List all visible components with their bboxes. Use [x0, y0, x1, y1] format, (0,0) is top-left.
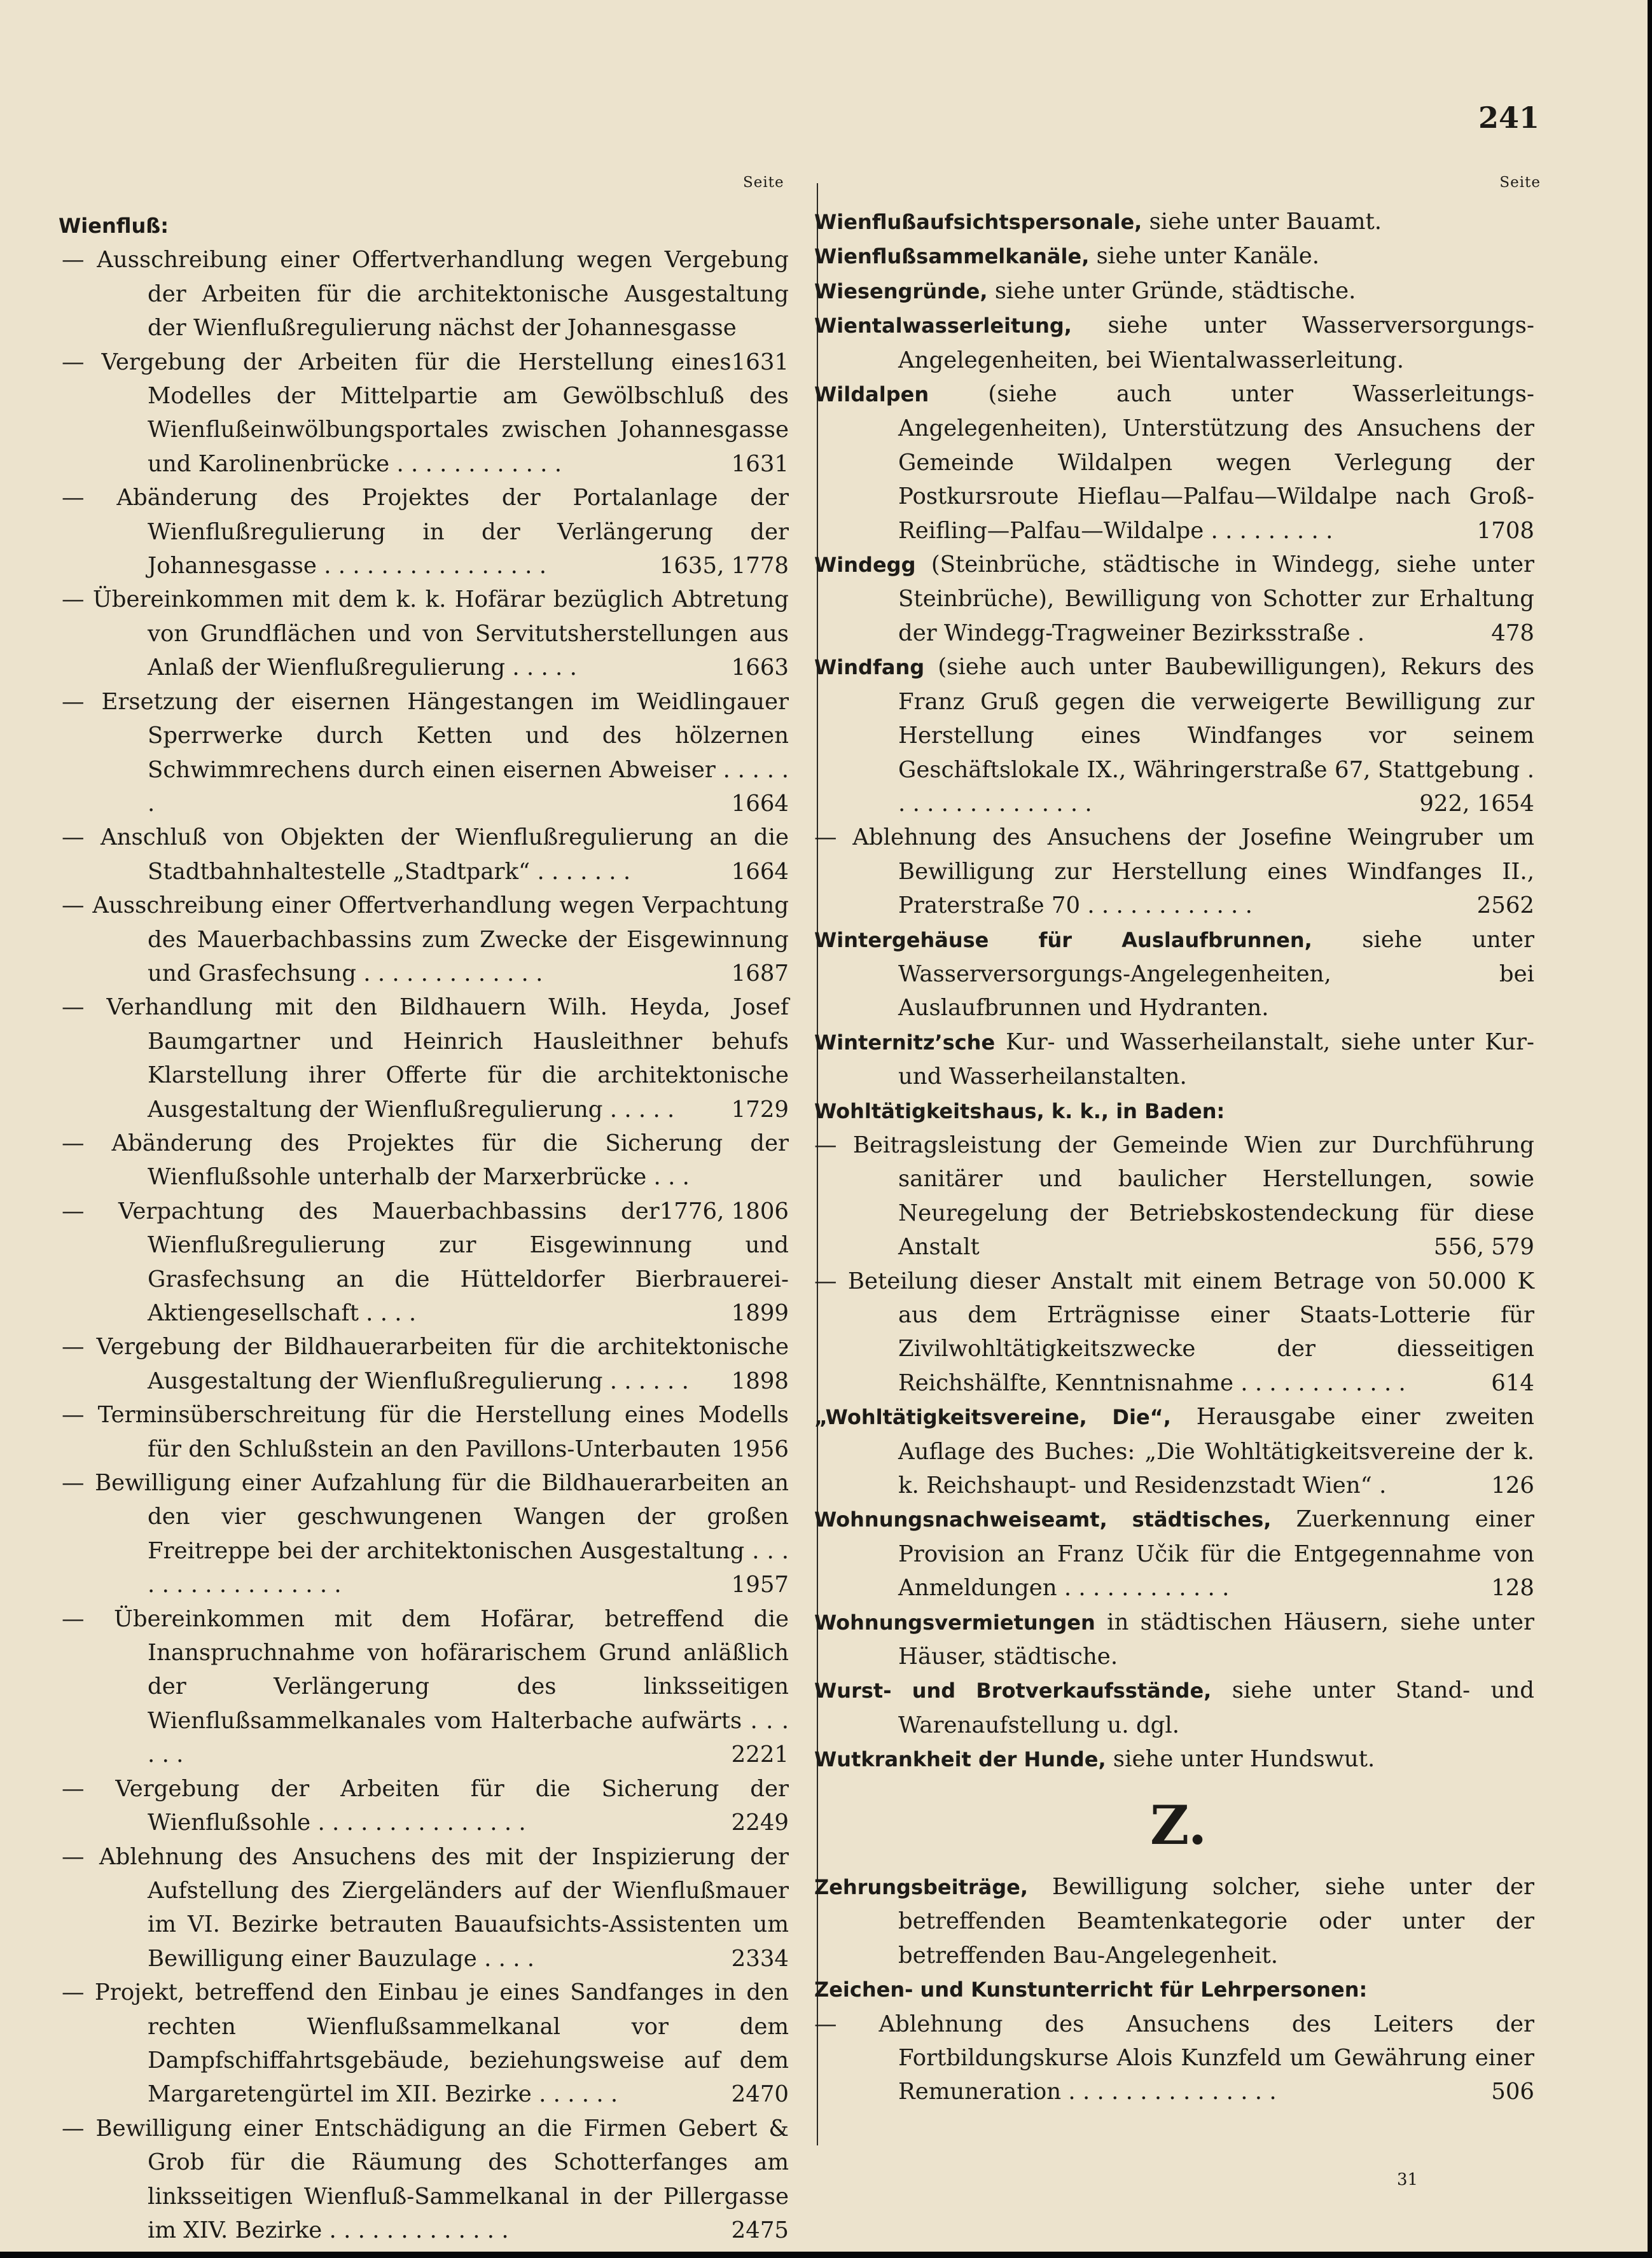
- page-reference: 556, 579: [1433, 1234, 1534, 1261]
- index-entry: — Ersetzung der eisernen Hängestangen im Weidlingauer Sperrwerke durch Ketten und des hölzernen Schwimmrechens durch einen eisernen Abweiser . . . . . . 1664: [59, 685, 789, 821]
- page-reference: 506: [1491, 2079, 1534, 2105]
- entry-headword: Wutkrankheit der Hunde,: [814, 1747, 1106, 1772]
- index-entry: — Verpachtung des Mauerbachbassins der Wienflußregulierung zur Eisgewinnung und Grasfechsung an die Hütteldorfer Bierbrauerei-Aktiengesellschaft . . . . 1899: [59, 1195, 789, 1331]
- page-reference: 1664: [731, 790, 789, 817]
- index-entry: — Beitragsleistung der Gemeinde Wien zur Durchführung sanitärer und baulicher Herstellungen, sowie Neuregelung der Betriebskostendeckung für diese Anstalt 556, 579: [814, 1128, 1534, 1264]
- entry-headword: Zeichen- und Kunstunterricht für Lehrpersonen:: [814, 1977, 1368, 2002]
- index-entry: — Terminsüberschreitung für die Herstellung eines Modells für den Schlußstein an den Pavillons-Unterbauten 1956: [59, 1398, 789, 1466]
- index-entry: — Übereinkommen mit dem Hofärar, betreffend die Inanspruchnahme von hofärarischem Grund anläßlich der Verlängerung des linksseitigen Wienflußsammelkanales vom Halterbache aufwärts . . . . . . 2221: [59, 1602, 789, 1772]
- page-reference: 128: [1491, 1575, 1534, 1602]
- index-entry: Zehrungsbeiträge, Bewilligung solcher, siehe unter der betreffenden Beamtenkategorie oder unter der betreffenden Bau-Angelegenheit.: [814, 1874, 1534, 1969]
- index-entry: — Verhandlung mit den Bildhauern Wilh. Heyda, Josef Baumgartner und Heinrich Hausleithner behufs Klarstellung ihrer Offerte für die architektonische Ausgestaltung der Wienflußregulierung . . . . . 1729: [59, 990, 789, 1126]
- page-reference: 2221: [731, 1742, 789, 1768]
- page-reference: 2562: [1476, 892, 1534, 919]
- page-reference: 2334: [731, 1945, 789, 1972]
- page-reference: 1687: [731, 960, 789, 987]
- page-reference: 614: [1491, 1369, 1534, 1396]
- entry-headword: Winternitz’sche: [814, 1030, 996, 1055]
- index-entry: — Ausschreibung einer Offertverhandlung wegen Vergebung der Arbeiten für die architektonische Ausgestaltung der Wienflußregulierung nächst der Johannesgasse 1631: [59, 243, 789, 345]
- right-column: [814, 205, 1534, 1777]
- page-reference: 2470: [731, 2081, 789, 2108]
- entry-headword: Zehrungsbeiträge,: [814, 1875, 1028, 1899]
- index-entry: [814, 1094, 1534, 1128]
- index-entry: — Bewilligung einer Entschädigung an die Firmen Gebert & Grob für die Räumung des Schotterfanges am linksseitigen Wienfluß-Sammelkanal in der Pillergasse im XIV. Bezirke . . . . . . . . . . . . . 2475: [59, 2112, 789, 2248]
- page-reference: 1898: [731, 1368, 789, 1394]
- entry-headword: Windfang: [814, 655, 925, 680]
- page-reference: 2475: [731, 2217, 789, 2243]
- index-entry: Wintergehäuse für Auslaufbrunnen, siehe unter Wasserversorgungs-Angelegenheiten, bei Auslaufbrunnen und Hydranten.: [814, 926, 1534, 1022]
- index-entry: [814, 1972, 1534, 2007]
- page-reference: 126: [1491, 1472, 1534, 1499]
- entry-headword: Wurst- und Brotverkaufsstände,: [814, 1679, 1212, 1703]
- entry-headword: „Wohltätigkeitsvereine, Die“,: [814, 1405, 1171, 1430]
- page-reference: 1729: [731, 1096, 789, 1123]
- index-entry: — Beteilung dieser Anstalt mit einem Betrage von 50.000 K aus dem Erträgnisse einer Staats-Lotterie für Zivilwohltätigkeitszwecke der diesseitigen Reichshälfte, Kenntnisnahme . . . . . . . . . . . . 614: [814, 1264, 1534, 1401]
- index-entry: Wienflußsammelkanäle, siehe unter Kanäle.: [814, 243, 1319, 270]
- index-entry: Wutkrankheit der Hunde, siehe unter Hundswut.: [814, 1746, 1375, 1773]
- index-entry: Wildalpen (siehe auch unter Wasserleitungs-Angelegenheiten), Unterstützung des Ansuchens der Gemeinde Wildalpen wegen Verlegung der Postkursroute Hieflau—Palfau—Wildalpe nach Groß-Reifling—Palfau—Wildalpe . . . . . . . . . 1708: [814, 377, 1534, 548]
- page-reference: 1631: [731, 349, 789, 375]
- index-entry: — Bewilligung einer Aufzahlung für die Bildhauerarbeiten an den vier geschwungenen Wangen der großen Freitreppe bei der architektonischen Ausgestaltung . . . . . . . . . . . . . . . . . 1957: [59, 1466, 789, 1602]
- index-entry: Windfang (siehe auch unter Baubewilligungen), Rekurs des Franz Gruß gegen die verweigerte Bewilligung zur Herstellung eines Windfanges vor seinem Geschäftslokale IX., Währingerstraße 67, Stattgebung . . . . . . . . . . . . . . . 922, 1654: [814, 650, 1534, 821]
- entry-headword: Wintergehäuse für Auslaufbrunnen,: [814, 927, 1312, 952]
- entry-headword: Wohnungsnachweiseamt, städtisches,: [814, 1507, 1272, 1532]
- entry-headword: Wientalwasserleitung,: [814, 314, 1072, 338]
- page-reference: 1631: [731, 450, 789, 477]
- entry-headword: Wienflußsammelkanäle,: [814, 244, 1090, 269]
- index-entry: — Übereinkommen mit dem k. k. Hofärar bezüglich Abtretung von Grundflächen und von Servitutsherstellungen aus Anlaß der Wienflußregulierung . . . . . 1663: [59, 583, 789, 684]
- seite-label-right: Seite: [1499, 174, 1541, 191]
- z-section: [814, 1870, 1534, 2109]
- index-entry: Wientalwasserleitung, siehe unter Wasserversorgungs-Angelegenheiten, bei Wientalwasserleitung.: [814, 312, 1534, 373]
- entry-headword: Wohltätigkeitshaus, k. k., in Baden:: [814, 1098, 1225, 1123]
- entry-headword: Windegg: [814, 553, 916, 578]
- index-entry: Wienflußaufsichtspersonale, siehe unter Bauamt.: [814, 209, 1382, 235]
- page-reference: 1899: [731, 1300, 789, 1326]
- index-entry: „Wohltätigkeitsvereine, Die“, Herausgabe einer zweiten Auflage des Buches: „Die Wohltätigkeitsvereine der k. k. Reichshaupt- und Residenzstadt Wien“ . 126: [814, 1400, 1534, 1502]
- index-entry: — Vergebung der Arbeiten für die Sicherung der Wienflußsohle . . . . . . . . . . . . . . . 2249: [59, 1772, 789, 1840]
- index-entry: — Vergebung der Arbeiten für die Herstellung eines Modelles der Mittelpartie am Gewölbschluß des Wienflußeinwölbungsportales zwischen Johannesgasse und Karolinenbrücke . . . . . . . . . . . . 1631: [59, 345, 789, 481]
- entry-headword: Wohnungsvermietungen: [814, 1610, 1095, 1635]
- entry-headword: Wiesengründe,: [814, 279, 988, 303]
- page-reference: 2249: [731, 1810, 789, 1836]
- index-entry: — Vergebung der Bildhauerarbeiten für die architektonische Ausgestaltung der Wienflußregulierung . . . . . . 1898: [59, 1330, 789, 1398]
- index-entry: — Ablehnung des Ansuchens des mit der Inspizierung der Aufstellung des Ziergeländers auf der Wienflußmauer im VI. Bezirke betrauten Bauaufsichts-Assistenten um Bewilligung einer Bauzulage . . . . 2334: [59, 1840, 789, 1976]
- footer-number: 31: [1397, 2170, 1419, 2189]
- page-number: 241: [1478, 100, 1539, 135]
- seite-label-left: Seite: [743, 174, 784, 191]
- page-reference: 922, 1654: [1419, 790, 1534, 817]
- index-entry: Wiesengründe, siehe unter Gründe, städtische.: [814, 277, 1356, 304]
- index-entry: — Projekt, betreffend den Einbau je eines Sandfanges in den rechten Wienflußsammelkanal vor dem Dampfschiffahrtsgebäude, beziehungsweise auf dem Margaretengürtel im XII. Bezirke . . . . . . 2470: [59, 1976, 789, 2112]
- index-entry: Wurst- und Brotverkaufsstände, siehe unter Stand- und Warenaufstellung u. dgl.: [814, 1677, 1534, 1738]
- index-entry: Wohnungsnachweiseamt, städtisches, Zuerkennung einer Provision an Franz Učik für die Entgegennahme von Anmeldungen . . . . . . . . . . . . 128: [814, 1502, 1534, 1605]
- entry-headword: Wildalpen: [814, 382, 929, 407]
- index-entry: Windegg (Steinbrüche, städtische in Windegg, siehe unter Steinbrüche), Bewilligung von Schotter zur Erhaltung der Windegg-Tragweiner Bezirksstraße . 478: [814, 548, 1534, 650]
- left-column: [59, 209, 789, 2247]
- index-entry: — Ausschreibung einer Offertverhandlung wegen Verpachtung des Mauerbachbassins zum Zwecke der Eisgewinnung und Grasfechsung . . . . . . . . . . . . . 1687: [59, 889, 789, 990]
- index-entry: — Abänderung des Projektes der Portalanlage der Wienflußregulierung in der Verlängerung der Johannesgasse . . . . . . . . . . . . . . . . 1635, 1778: [59, 481, 789, 583]
- index-entry: — Ablehnung des Ansuchens des Leiters der Fortbildungskurse Alois Kunzfeld um Gewährung einer Remuneration . . . . . . . . . . . . . . . 506: [814, 2007, 1534, 2109]
- page-reference: 1956: [731, 1436, 789, 1462]
- entry-headword: Wienflußaufsichtspersonale,: [814, 210, 1142, 234]
- index-entry: — Anschluß von Objekten der Wienflußregulierung an die Stadtbahnhaltestelle „Stadtpark“ . . . . . . . 1664: [59, 821, 789, 889]
- index-entry: — Ablehnung des Ansuchens der Josefine Weingruber um Bewilligung zur Herstellung eines Windfanges II., Praterstraße 70 . . . . . . . . . . . . 2562: [814, 821, 1534, 922]
- index-entry: — Abänderung des Projektes für die Sicherung der Wienflußsohle unterhalb der Marxerbrücke . . . 1776, 1806: [59, 1126, 789, 1195]
- page-reference: 1957: [731, 1572, 789, 1598]
- page-reference: 1663: [731, 655, 789, 681]
- page-reference: 1776, 1806: [659, 1198, 789, 1224]
- page-reference: 1635, 1778: [659, 553, 789, 579]
- section-letter: Z.: [1150, 1794, 1207, 1857]
- page-reference: 478: [1491, 620, 1534, 646]
- index-entry: Winternitz’sche Kur- und Wasserheilanstalt, siehe unter Kur- und Wasserheilanstalten.: [814, 1029, 1534, 1090]
- page-reference: 1664: [731, 858, 789, 885]
- index-entry: Wohnungsvermietungen in städtischen Häusern, siehe unter Häuser, städtische.: [814, 1609, 1534, 1670]
- index-heading: Wienfluß:: [59, 214, 169, 238]
- page-reference: 1708: [1476, 517, 1534, 544]
